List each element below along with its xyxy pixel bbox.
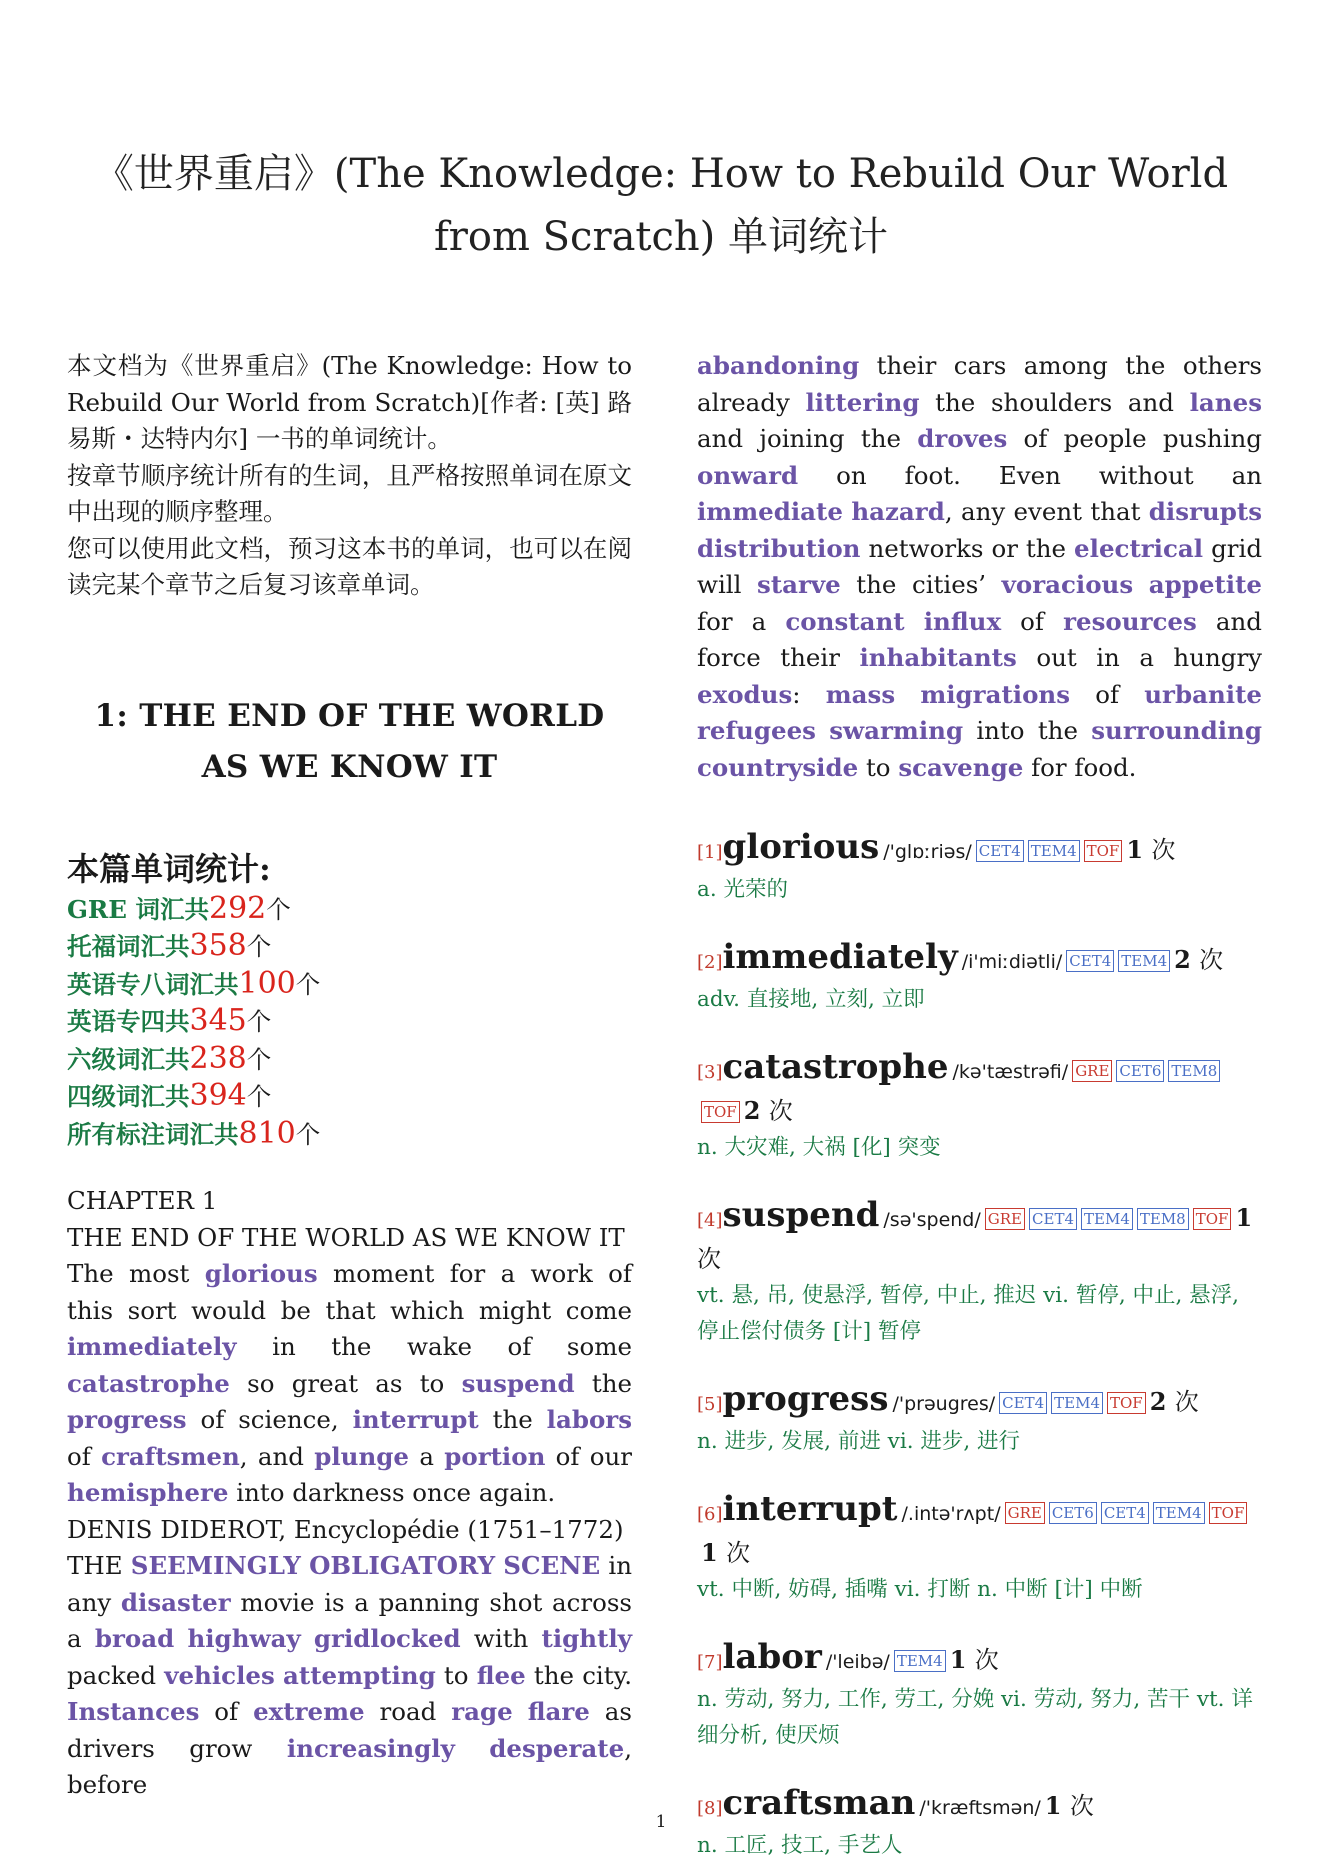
vocab-word: craftsmen [101,1441,240,1471]
entry-phonetic: /i'miːdiətli/ [961,951,1063,973]
left-column [67,348,632,1804]
exam-tag: GRE [1072,1060,1112,1082]
entry-definition: n. 大灾难, 大祸 [化] 突变 [697,1135,941,1160]
vocab-word: migrations [920,679,1071,709]
stat-count: 810 [238,1115,296,1151]
exam-tag: TEM8 [1168,1060,1220,1082]
entry-count [701,1538,750,1567]
entry-count-unit: 次 [1199,946,1224,974]
passage-paragraph: THE SEEMINGLY OBLIGATORY SCENE in any disaster movie is a panning shot across a broad highway gridlocked with tightly packed vehicles attempting to flee the city. Instances of extreme road rage flare as drivers grow increasingly desperate, before [67,1551,632,1799]
entry-word: progress [722,1379,889,1419]
stat-label: 所有标注词汇共 [67,1119,239,1149]
vocab-word: lanes [1189,387,1263,417]
vocab-word: disaster [120,1587,231,1617]
entry-count [950,1645,999,1674]
entry-definition: n. 劳动, 努力, 工作, 劳工, 分娩 vi. 劳动, 努力, 苦干 vt. 详细分析, 使厌烦 [697,1687,1253,1748]
vocab-word: surrounding [1091,716,1262,745]
entry-count-unit: 次 [1174,1388,1199,1416]
vocab-word: exodus [697,679,793,709]
vocab-word: labors [546,1405,632,1434]
entry-index: [1] [697,842,723,863]
vocab-word: influx [923,606,1002,636]
vocab-word: electrical [1074,533,1204,563]
vocab-word: tightly [541,1624,632,1653]
vocab-word: refugees [697,716,816,745]
entry-definition: vt. 中断, 妨碍, 插嘴 vi. 打断 n. 中断 [计] 中断 [697,1577,1143,1602]
vocab-word: constant [785,606,905,636]
vocab-entry [697,1638,1262,1754]
passage-paragraph: The most glorious moment for a work of this sort would be that which might come immediately in the wake of some catastrophe so great as to suspend the progress of science, interrupt the labors of craftsmen, and plunge a portion of our hemisphere into darkness once again. [67,1259,633,1507]
entry-head [697,938,1262,982]
vocab-word: disrupts [1148,497,1262,526]
vocab-entry [697,1380,1262,1460]
stat-unit: 个 [246,932,272,961]
exam-tag: GRE [1005,1502,1045,1524]
stat-unit: 个 [246,1007,272,1036]
attribution: DENIS DIDEROT, Encyclopédie (1751–1772) [67,1514,624,1544]
vocab-word: abandoning [697,351,860,380]
entry-index: [5] [697,1394,723,1415]
vocab-word: droves [917,424,1008,453]
exam-tag: CET4 [1029,1208,1077,1230]
entry-phonetic: /'kræftsmən/ [919,1797,1041,1819]
vocab-word: portion [444,1441,546,1471]
exam-tag: TEM4 [1051,1392,1103,1414]
chapter-label: CHAPTER 1 [67,1186,218,1215]
entry-head [697,1638,1262,1682]
stat-label: 四级词汇共 [67,1082,190,1111]
entry-index: [4] [697,1210,723,1231]
exam-tag: TOF [1107,1392,1146,1414]
vocab-entries [697,828,1262,1864]
entry-count-unit: 次 [726,1539,751,1567]
vocab-word: plunge [314,1441,410,1471]
entry-count-number: 2 [743,1096,761,1125]
entry-count-number: 1 [701,1538,718,1567]
intro-line: 您可以使用此文档，预习这本书的单词，也可以在阅读完某个章节之后复习该章单词。 [67,533,632,599]
exam-tag: CET6 [1049,1502,1097,1524]
exam-tag: CET6 [1116,1060,1164,1082]
vocab-word: inhabitants [859,643,1017,672]
exam-tag: TOF [1193,1208,1232,1230]
intro-line: 按章节顺序统计所有的生词，且严格按照单词在原文中出现的顺序整理。 [67,460,632,526]
entry-count-unit: 次 [1151,836,1176,864]
vocab-entry [697,1490,1262,1608]
chapter-subtitle: THE END OF THE WORLD AS WE KNOW IT [67,1222,625,1252]
stat-count: 100 [238,965,296,1001]
vocab-word: immediate [697,497,843,526]
vocab-word: attempting [283,1660,436,1690]
vocab-word: distribution [697,533,861,563]
stat-label: 六级词汇共 [67,1044,190,1074]
vocab-word: glorious [204,1259,318,1288]
entry-count-number: 1 [1235,1203,1253,1232]
vocab-word: hemisphere [67,1478,229,1507]
entry-count-number: 1 [949,1645,967,1674]
stat-count: 358 [189,928,247,963]
vocab-word: vehicles [164,1660,275,1690]
vocab-word: SCENE [503,1551,601,1580]
entry-phonetic: /kə'tæstrəfi/ [952,1061,1069,1083]
document-title: 《世界重启》(The Knowledge: How to Rebuild Our World from Scratch) 单词统计 [93,151,1229,260]
entry-phonetic: /'glɒːriəs/ [883,841,972,863]
vocab-word: urbanite [1144,679,1262,709]
stat-row [67,1078,632,1116]
vocab-word: hazard [851,497,945,526]
stat-unit: 个 [246,1044,272,1074]
entry-definition: n. 工匠, 技工, 手艺人 [697,1833,903,1858]
vocab-word: countryside [697,752,859,782]
entry-word: labor [722,1637,822,1677]
stat-label: 英语专八词汇共 [67,969,239,999]
stat-label: 英语专四共 [67,1007,190,1036]
entry-count-unit: 次 [1069,1792,1094,1820]
vocab-word: increasingly [286,1733,455,1763]
entry-word: glorious [722,827,880,867]
entry-word: craftsman [722,1783,916,1823]
entry-head [697,1048,1262,1130]
passage-paragraph: abandoning their cars among the others already littering the shoulders and lanes and joining the droves of people pushing onward on foot. Even without an immediate hazard, any event that disrupts distribution networks or the electrical grid will starve the cities’ voracious appetite for a constant influx of resources and force their inhabitants out in a hungry exodus: mass migrations of urbanite refugees swarming into the surrounding countryside to scavenge for food. [697,351,1263,782]
entry-count-number: 1 [1126,835,1144,864]
entry-count-number: 2 [1174,945,1191,974]
entry-definition: n. 进步, 发展, 前进 vi. 进步, 进行 [697,1429,1021,1454]
stat-label: 托福词汇共 [67,932,190,961]
stat-label: GRE 词汇共 [67,894,209,924]
vocab-word: resources [1063,606,1197,636]
vocab-word: desperate [489,1733,625,1763]
entry-index: [3] [697,1062,723,1083]
vocab-word: gridlocked [313,1624,461,1653]
stat-count: 238 [189,1040,247,1076]
vocab-word: OBLIGATORY [309,1551,496,1580]
vocab-word: immediately [67,1332,237,1361]
vocab-word: highway [187,1624,301,1653]
stat-row [67,1003,632,1041]
intro-line: 本文档为《世界重启》(The Knowledge: How to Rebuild Our World from Scratch)[作者: [英] 路易斯・达特内尔] 一书的单词统计。 [67,351,632,453]
passage-right [697,348,1262,786]
entry-count-number: 2 [1149,1387,1167,1416]
stats-list [67,891,632,1154]
exam-tag: TEM4 [1153,1502,1205,1524]
stat-row [67,891,632,929]
vocab-word: Instances [67,1697,200,1726]
vocab-word: flee [476,1660,526,1690]
vocab-entry [697,1196,1262,1350]
vocab-word: SEEMINGLY [130,1551,301,1580]
entry-head [697,1196,1262,1278]
exam-tag: TOF [1209,1502,1248,1524]
entry-phonetic: /.intə'rʌpt/ [901,1503,1001,1525]
entry-count [1174,945,1223,974]
vocab-word: mass [825,679,896,709]
entry-index: [7] [697,1652,723,1673]
entry-head [697,1380,1262,1424]
vocab-entry [697,938,1262,1018]
entry-word: interrupt [722,1489,898,1529]
exam-tag: TEM8 [1137,1208,1189,1230]
stat-unit: 个 [295,1119,321,1149]
right-column [697,348,1262,1870]
vocab-word: suspend [461,1368,575,1398]
vocab-word: extreme [253,1697,365,1726]
exam-tag: TEM4 [1118,950,1170,972]
entry-word: immediately [722,937,958,977]
entry-phonetic: /'prəugres/ [892,1393,996,1415]
vocab-word: onward [697,460,799,490]
entry-count [744,1096,793,1125]
vocab-word: rage [451,1697,513,1726]
stat-unit: 个 [246,1082,272,1111]
entry-definition: vt. 悬, 吊, 使悬浮, 暂停, 中止, 推迟 vi. 暂停, 中止, 悬浮, 停止偿付债务 [计] 暂停 [697,1283,1239,1344]
vocab-word: catastrophe [67,1368,230,1398]
vocab-word: progress [67,1405,187,1434]
exam-tag: CET4 [999,1392,1047,1414]
stat-unit: 个 [266,894,291,924]
entry-count [1126,835,1175,864]
entry-count-number: 1 [1044,1791,1062,1820]
entry-head [697,828,1262,872]
exam-tag: TEM4 [1081,1208,1133,1230]
exam-tag: GRE [985,1208,1025,1230]
vocab-word: appetite [1148,570,1262,599]
exam-tag: CET4 [1101,1502,1149,1524]
stat-row [67,928,632,966]
stat-count: 292 [209,890,267,926]
stats-heading: 本篇单词统计: [67,849,271,888]
exam-tag: TOF [701,1101,740,1123]
entry-phonetic: /sə'spend/ [883,1209,981,1231]
vocab-entry [697,828,1262,908]
entry-count-unit: 次 [768,1097,793,1125]
stat-count: 345 [189,1003,247,1038]
entry-index: [6] [697,1504,723,1525]
stat-row [67,1116,632,1154]
page-number: 1 [655,1812,667,1832]
exam-tag: CET4 [976,840,1024,862]
entry-index: [2] [697,952,723,973]
entry-definition: a. 光荣的 [697,877,788,902]
entry-definition: adv. 直接地, 立刻, 立即 [697,987,925,1012]
entry-count-unit: 次 [697,1245,721,1273]
entry-count-unit: 次 [974,1646,999,1674]
entry-phonetic: /'leibə/ [825,1651,890,1673]
vocab-word: flare [527,1697,590,1726]
exam-tag: TEM4 [1028,840,1080,862]
entry-head [697,1490,1262,1572]
vocab-word: scavenge [898,752,1024,782]
entry-word: catastrophe [722,1047,949,1087]
intro [67,348,632,604]
passage-left [67,1256,632,1804]
vocab-entry [697,1048,1262,1166]
entry-word: suspend [722,1195,880,1235]
stat-row [67,1041,632,1079]
exam-tag: TOF [1084,840,1123,862]
vocab-word: starve [757,570,841,599]
exam-tag: TEM4 [894,1650,946,1672]
entry-count [1150,1387,1199,1416]
chapter-heading: 1: THE END OF THE WORLD AS WE KNOW IT [94,697,605,785]
stat-row [67,966,632,1004]
stat-count: 394 [189,1078,247,1113]
vocab-word: interrupt [352,1405,479,1434]
stat-unit: 个 [295,969,321,999]
vocab-word: littering [805,387,920,417]
vocab-word: swarming [829,716,964,745]
exam-tag: CET4 [1066,950,1114,972]
entry-index: [8] [697,1798,723,1819]
vocab-word: voracious [1001,570,1134,599]
vocab-word: broad [94,1624,175,1653]
